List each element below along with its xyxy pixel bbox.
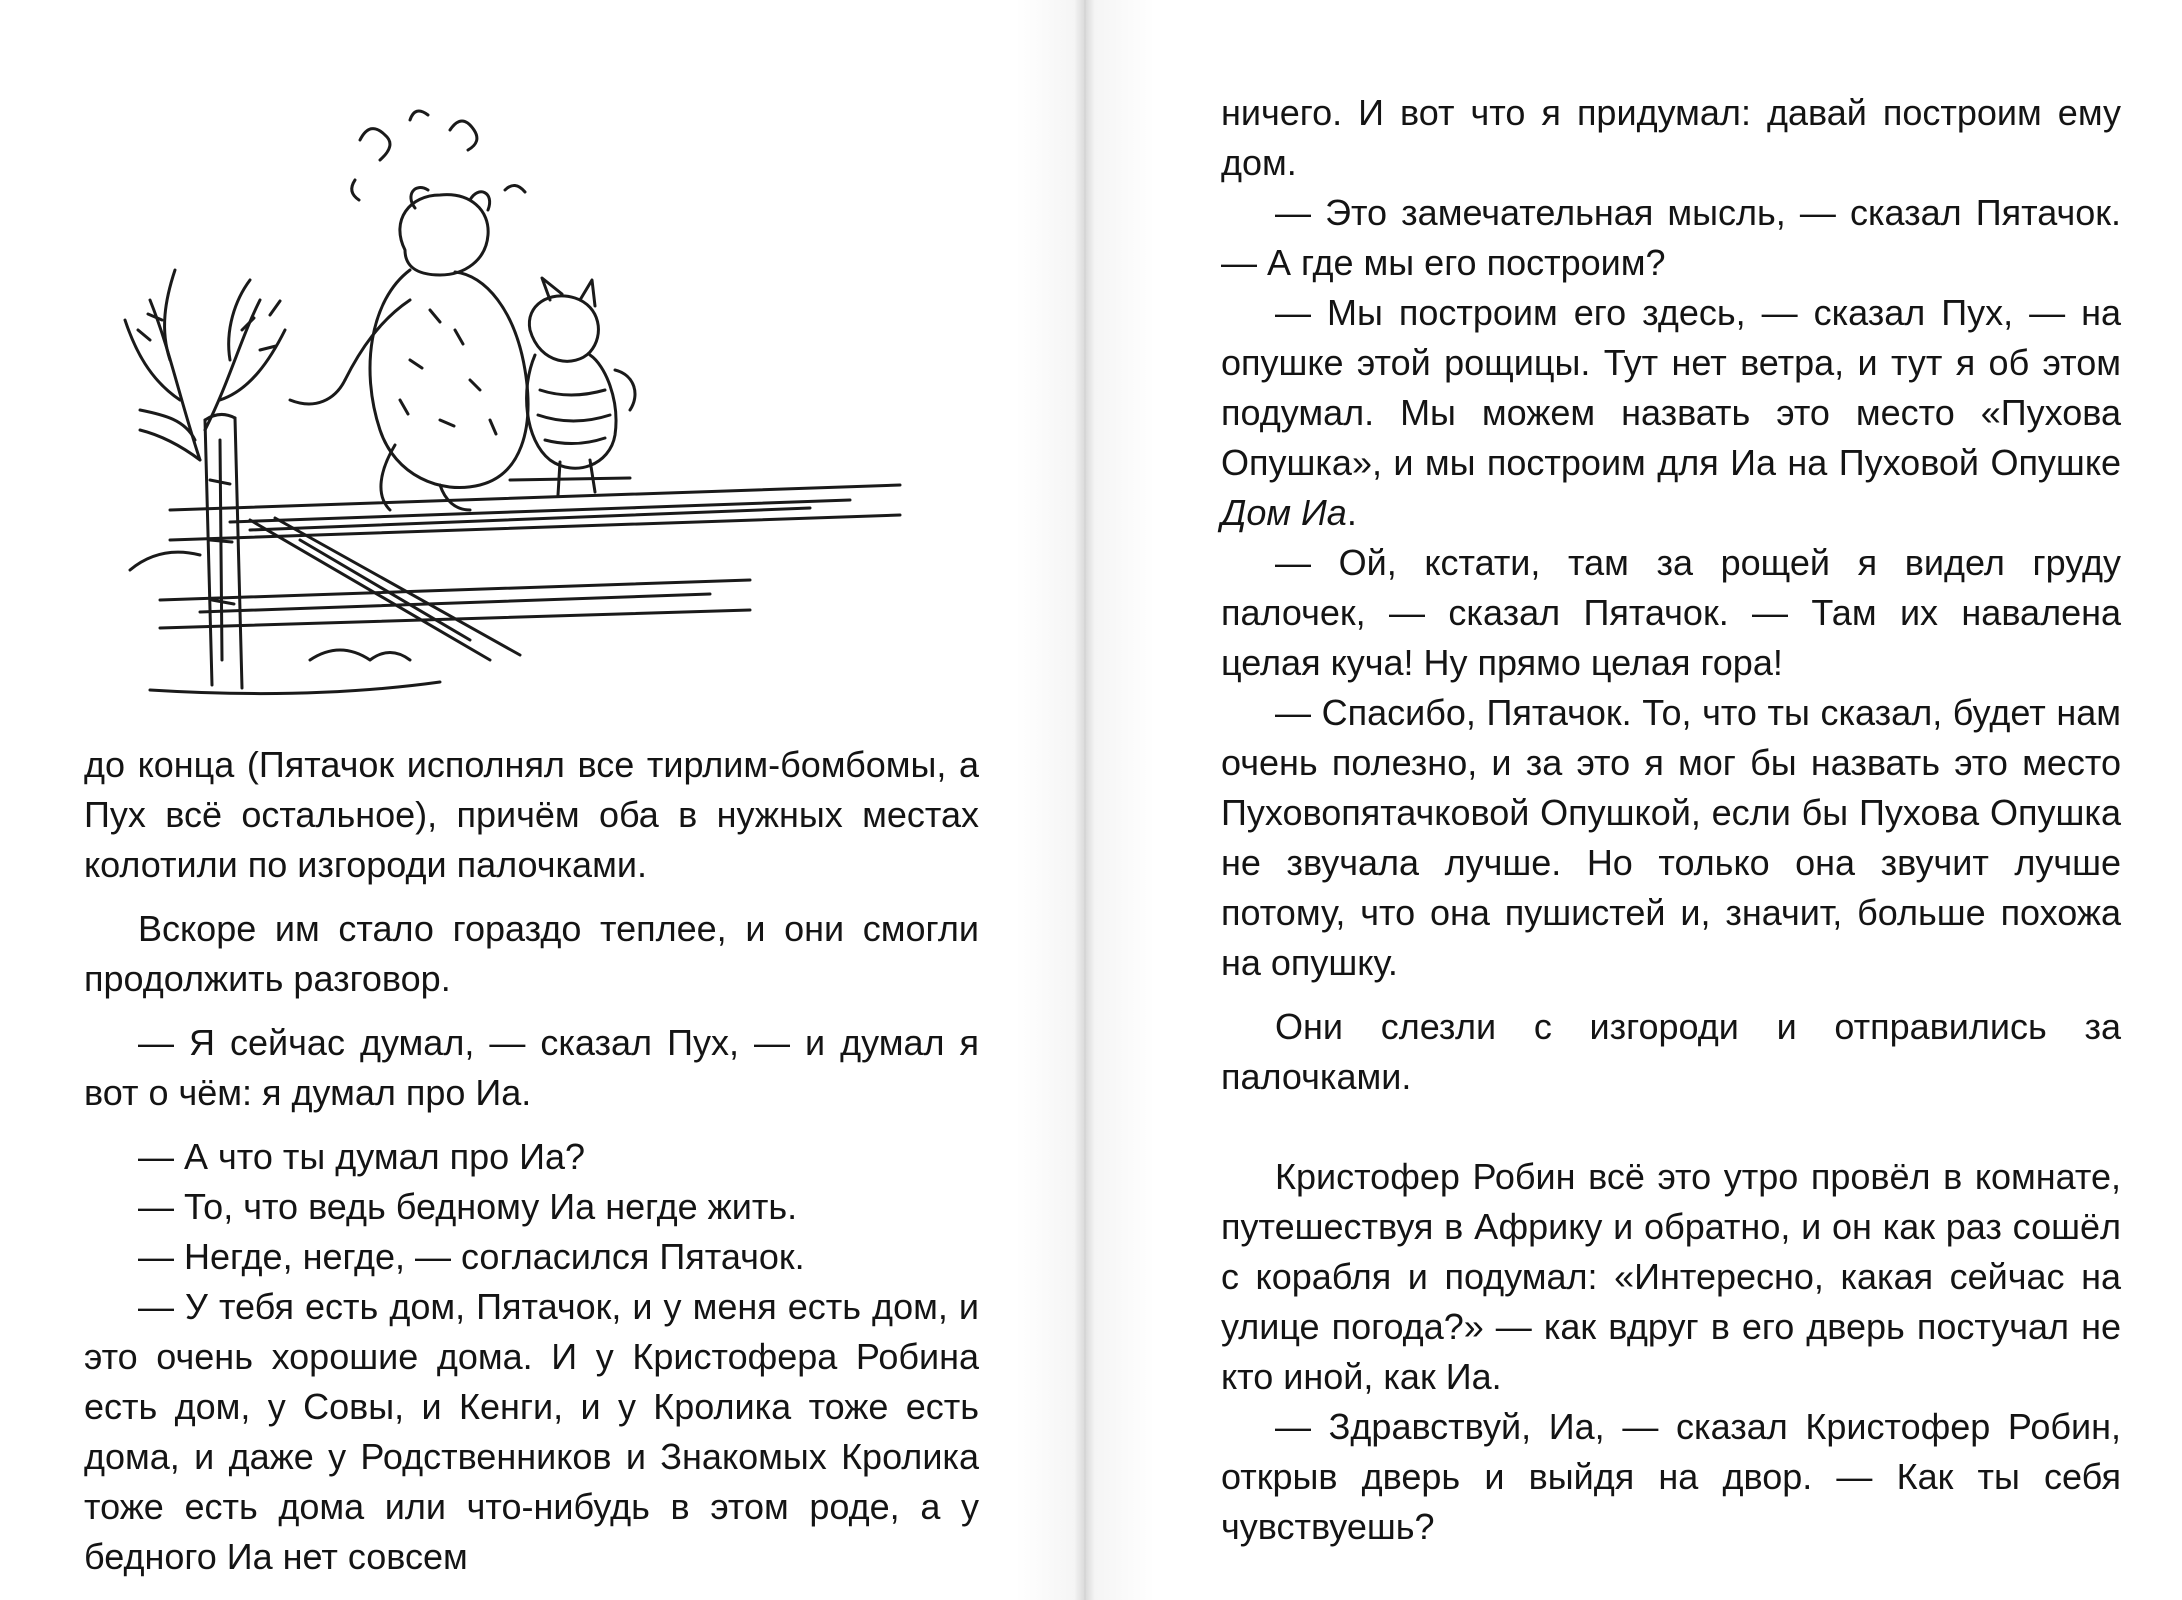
paragraph: — А что ты думал про Иа?	[138, 1136, 586, 1177]
paragraph: — То, что ведь бедному Иа негде жить.	[138, 1186, 798, 1227]
paragraph: — Здравствуй, Иа, — сказал Кристофер Робин, открыв дверь и выйдя на двор. — Как ты себя чувствуешь?	[1221, 1406, 2121, 1547]
paragraph: Вскоре им стало гораздо теплее, и они смогли продолжить разговор.	[84, 908, 979, 999]
paragraph: Кристофер Робин всё это утро провёл в комнате, путешествуя в Африку и обратно, и он как раз сошёл с корабля и подумал: «Интересно, какая сейчас на улице погода?» — как вдруг в его дверь постучал не кто иной, как Иа.	[1221, 1156, 2121, 1397]
pooh-piglet-on-fence-illustration	[110, 100, 950, 720]
paragraph	[1221, 288, 2121, 538]
right-page-text	[1221, 88, 2121, 1552]
paragraph: — Я сейчас думал, — сказал Пух, — и думал я вот о чём: я думал про Иа.	[84, 1022, 979, 1113]
gutter-shadow	[1095, 0, 1155, 1600]
gutter-shadow	[1015, 0, 1075, 1600]
paragraph: Они слезли с изгороди и отправились за палочками.	[1221, 1006, 2121, 1097]
paragraph: — У тебя есть дом, Пятачок, и у меня есть дом, и это очень хорошие дома. И у Кристофера Робина есть дом, у Совы, и Кенги, и у Кролика тоже есть дома, и даже у Родственников и Знакомых Кролика тоже есть дома или что-нибудь в этом роде, а у бедного Иа нет совсем	[84, 1286, 979, 1577]
paragraph: — Это замечательная мысль, — сказал Пятачок. — А где мы его построим?	[1221, 192, 2121, 283]
paragraph-text: — Мы построим его здесь, — сказал Пух, — на опушке этой рощицы. Тут нет ветра, и тут я об этом подумал. Мы можем назвать это место «Пухова Опушка», и мы построим для Иа на Пуховой Опушке	[1221, 292, 2121, 483]
paragraph: до конца (Пятачок исполнял все тирлим-бомбомы, а Пух всё остальное), причём оба в нужных местах колотили по изгороди палочками.	[84, 744, 979, 885]
left-page	[0, 0, 1075, 1600]
right-page	[1095, 0, 2182, 1600]
left-page-text	[84, 740, 979, 1582]
paragraph: ничего. И вот что я придумал: давай построим ему дом.	[1221, 92, 2121, 183]
paragraph: — Спасибо, Пятачок. То, что ты сказал, будет нам очень полезно, и за это я мог бы назвать это место Пуховопятачковой Опушкой, если бы Пухова Опушка не звучала лучше. Но только она звучит лучше потому, что она пушистей и, значит, больше похожа на опушку.	[1221, 692, 2121, 983]
paragraph-end: .	[1346, 492, 1357, 533]
house-name-italic: Дом Иа	[1221, 492, 1347, 533]
paragraph: — Ой, кстати, там за рощей я видел груду палочек, — сказал Пятачок. — Там их навалена целая куча! Ну прямо целая гора!	[1221, 542, 2121, 683]
paragraph: — Негде, негде, — согласился Пятачок.	[138, 1236, 805, 1277]
book-gutter	[1075, 0, 1095, 1600]
